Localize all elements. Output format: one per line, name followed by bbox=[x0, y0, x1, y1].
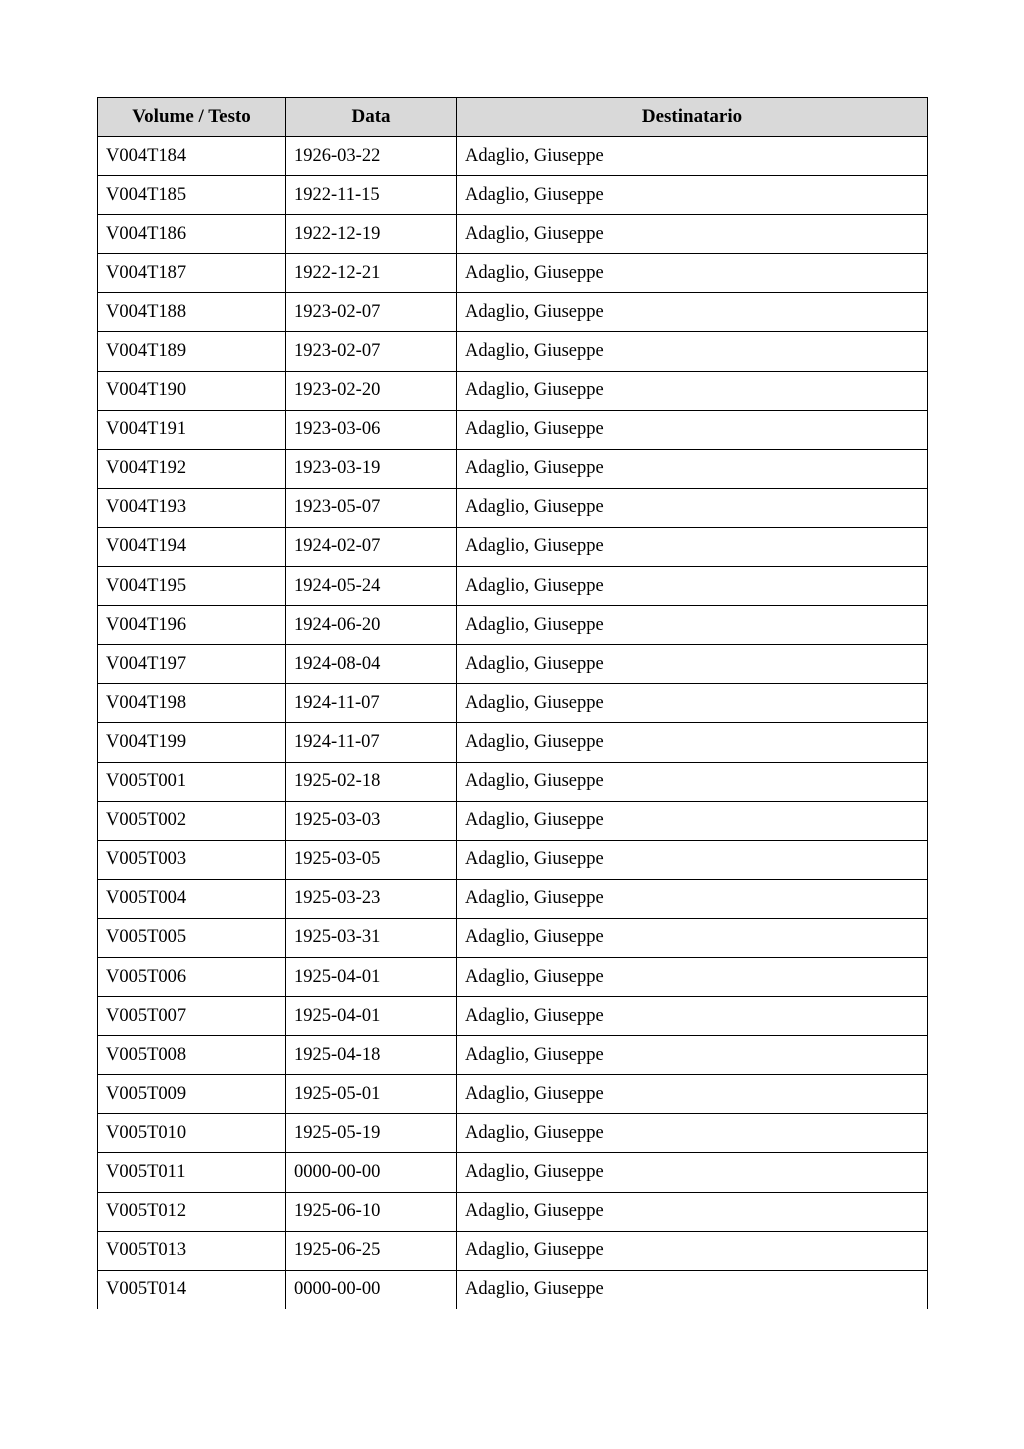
cell-destinatario: Adaglio, Giuseppe bbox=[457, 801, 928, 840]
cell-volume-testo: V005T010 bbox=[98, 1114, 286, 1153]
table-row bbox=[98, 918, 928, 957]
table-header-row bbox=[98, 98, 928, 137]
cell-destinatario: Adaglio, Giuseppe bbox=[457, 997, 928, 1036]
cell-volume-testo: V004T184 bbox=[98, 137, 286, 176]
table-row bbox=[98, 332, 928, 371]
cell-volume-testo: V004T187 bbox=[98, 254, 286, 293]
cell-destinatario: Adaglio, Giuseppe bbox=[457, 606, 928, 645]
table-row bbox=[98, 293, 928, 332]
table-row bbox=[98, 371, 928, 410]
table-row bbox=[98, 723, 928, 762]
cell-volume-testo: V005T005 bbox=[98, 918, 286, 957]
cell-data: 1923-02-07 bbox=[286, 293, 457, 332]
table-row bbox=[98, 254, 928, 293]
cell-destinatario: Adaglio, Giuseppe bbox=[457, 332, 928, 371]
cell-volume-testo: V004T189 bbox=[98, 332, 286, 371]
table-row bbox=[98, 606, 928, 645]
cell-data: 1924-02-07 bbox=[286, 527, 457, 566]
cell-data: 1923-02-07 bbox=[286, 332, 457, 371]
cell-data: 1925-03-23 bbox=[286, 879, 457, 918]
cell-data: 0000-00-00 bbox=[286, 1270, 457, 1309]
column-header-destinatario: Destinatario bbox=[457, 98, 928, 137]
table-row bbox=[98, 137, 928, 176]
table-row bbox=[98, 215, 928, 254]
table-row bbox=[98, 801, 928, 840]
table-row bbox=[98, 1270, 928, 1309]
cell-volume-testo: V005T007 bbox=[98, 997, 286, 1036]
cell-data: 0000-00-00 bbox=[286, 1153, 457, 1192]
table-row bbox=[98, 645, 928, 684]
cell-volume-testo: V004T191 bbox=[98, 410, 286, 449]
cell-data: 1925-04-01 bbox=[286, 997, 457, 1036]
cell-destinatario: Adaglio, Giuseppe bbox=[457, 645, 928, 684]
cell-destinatario: Adaglio, Giuseppe bbox=[457, 879, 928, 918]
cell-destinatario: Adaglio, Giuseppe bbox=[457, 176, 928, 215]
cell-data: 1923-05-07 bbox=[286, 488, 457, 527]
table-row bbox=[98, 1231, 928, 1270]
cell-data: 1925-06-25 bbox=[286, 1231, 457, 1270]
cell-destinatario: Adaglio, Giuseppe bbox=[457, 1036, 928, 1075]
cell-destinatario: Adaglio, Giuseppe bbox=[457, 371, 928, 410]
cell-destinatario: Adaglio, Giuseppe bbox=[457, 410, 928, 449]
cell-data: 1922-12-19 bbox=[286, 215, 457, 254]
cell-destinatario: Adaglio, Giuseppe bbox=[457, 840, 928, 879]
cell-destinatario: Adaglio, Giuseppe bbox=[457, 1192, 928, 1231]
cell-data: 1925-02-18 bbox=[286, 762, 457, 801]
cell-data: 1924-08-04 bbox=[286, 645, 457, 684]
column-header-data: Data bbox=[286, 98, 457, 137]
cell-data: 1922-12-21 bbox=[286, 254, 457, 293]
table-row bbox=[98, 567, 928, 606]
cell-volume-testo: V004T197 bbox=[98, 645, 286, 684]
table-row bbox=[98, 957, 928, 996]
cell-destinatario: Adaglio, Giuseppe bbox=[457, 1270, 928, 1309]
cell-destinatario: Adaglio, Giuseppe bbox=[457, 215, 928, 254]
cell-data: 1923-03-19 bbox=[286, 449, 457, 488]
table-row bbox=[98, 1192, 928, 1231]
cell-data: 1924-06-20 bbox=[286, 606, 457, 645]
cell-volume-testo: V005T013 bbox=[98, 1231, 286, 1270]
cell-volume-testo: V004T193 bbox=[98, 488, 286, 527]
cell-volume-testo: V005T012 bbox=[98, 1192, 286, 1231]
cell-volume-testo: V004T195 bbox=[98, 567, 286, 606]
table-row bbox=[98, 840, 928, 879]
cell-data: 1924-11-07 bbox=[286, 723, 457, 762]
cell-destinatario: Adaglio, Giuseppe bbox=[457, 449, 928, 488]
cell-data: 1922-11-15 bbox=[286, 176, 457, 215]
column-header-volume-testo: Volume / Testo bbox=[98, 98, 286, 137]
cell-volume-testo: V005T003 bbox=[98, 840, 286, 879]
cell-destinatario: Adaglio, Giuseppe bbox=[457, 723, 928, 762]
cell-data: 1925-03-03 bbox=[286, 801, 457, 840]
table-row bbox=[98, 1075, 928, 1114]
cell-data: 1925-05-01 bbox=[286, 1075, 457, 1114]
table-row bbox=[98, 1114, 928, 1153]
cell-data: 1925-05-19 bbox=[286, 1114, 457, 1153]
cell-destinatario: Adaglio, Giuseppe bbox=[457, 1114, 928, 1153]
cell-destinatario: Adaglio, Giuseppe bbox=[457, 567, 928, 606]
cell-data: 1924-05-24 bbox=[286, 567, 457, 606]
cell-volume-testo: V005T002 bbox=[98, 801, 286, 840]
cell-destinatario: Adaglio, Giuseppe bbox=[457, 1075, 928, 1114]
table-row bbox=[98, 997, 928, 1036]
table-row bbox=[98, 684, 928, 723]
cell-data: 1925-04-18 bbox=[286, 1036, 457, 1075]
table-row bbox=[98, 879, 928, 918]
cell-data: 1923-02-20 bbox=[286, 371, 457, 410]
cell-volume-testo: V004T192 bbox=[98, 449, 286, 488]
table-row bbox=[98, 1153, 928, 1192]
table-row bbox=[98, 762, 928, 801]
cell-destinatario: Adaglio, Giuseppe bbox=[457, 1231, 928, 1270]
cell-volume-testo: V005T009 bbox=[98, 1075, 286, 1114]
cell-destinatario: Adaglio, Giuseppe bbox=[457, 488, 928, 527]
cell-data: 1925-04-01 bbox=[286, 957, 457, 996]
cell-data: 1925-06-10 bbox=[286, 1192, 457, 1231]
cell-data: 1923-03-06 bbox=[286, 410, 457, 449]
cell-destinatario: Adaglio, Giuseppe bbox=[457, 1153, 928, 1192]
cell-volume-testo: V005T004 bbox=[98, 879, 286, 918]
cell-destinatario: Adaglio, Giuseppe bbox=[457, 137, 928, 176]
table-row bbox=[98, 410, 928, 449]
cell-volume-testo: V004T196 bbox=[98, 606, 286, 645]
table-row bbox=[98, 1036, 928, 1075]
cell-destinatario: Adaglio, Giuseppe bbox=[457, 254, 928, 293]
cell-volume-testo: V004T194 bbox=[98, 527, 286, 566]
letters-table bbox=[97, 97, 928, 1309]
cell-volume-testo: V004T198 bbox=[98, 684, 286, 723]
cell-destinatario: Adaglio, Giuseppe bbox=[457, 957, 928, 996]
cell-volume-testo: V005T011 bbox=[98, 1153, 286, 1192]
cell-data: 1925-03-31 bbox=[286, 918, 457, 957]
cell-destinatario: Adaglio, Giuseppe bbox=[457, 527, 928, 566]
cell-data: 1924-11-07 bbox=[286, 684, 457, 723]
cell-data: 1925-03-05 bbox=[286, 840, 457, 879]
table-row bbox=[98, 449, 928, 488]
cell-destinatario: Adaglio, Giuseppe bbox=[457, 762, 928, 801]
cell-volume-testo: V004T188 bbox=[98, 293, 286, 332]
table-row bbox=[98, 488, 928, 527]
cell-volume-testo: V004T186 bbox=[98, 215, 286, 254]
cell-volume-testo: V005T014 bbox=[98, 1270, 286, 1309]
table-body bbox=[98, 137, 928, 1309]
cell-destinatario: Adaglio, Giuseppe bbox=[457, 918, 928, 957]
table-row bbox=[98, 176, 928, 215]
cell-volume-testo: V004T185 bbox=[98, 176, 286, 215]
cell-volume-testo: V004T199 bbox=[98, 723, 286, 762]
cell-volume-testo: V005T008 bbox=[98, 1036, 286, 1075]
cell-data: 1926-03-22 bbox=[286, 137, 457, 176]
table-row bbox=[98, 527, 928, 566]
cell-destinatario: Adaglio, Giuseppe bbox=[457, 293, 928, 332]
cell-volume-testo: V005T006 bbox=[98, 957, 286, 996]
cell-volume-testo: V005T001 bbox=[98, 762, 286, 801]
cell-destinatario: Adaglio, Giuseppe bbox=[457, 684, 928, 723]
cell-volume-testo: V004T190 bbox=[98, 371, 286, 410]
